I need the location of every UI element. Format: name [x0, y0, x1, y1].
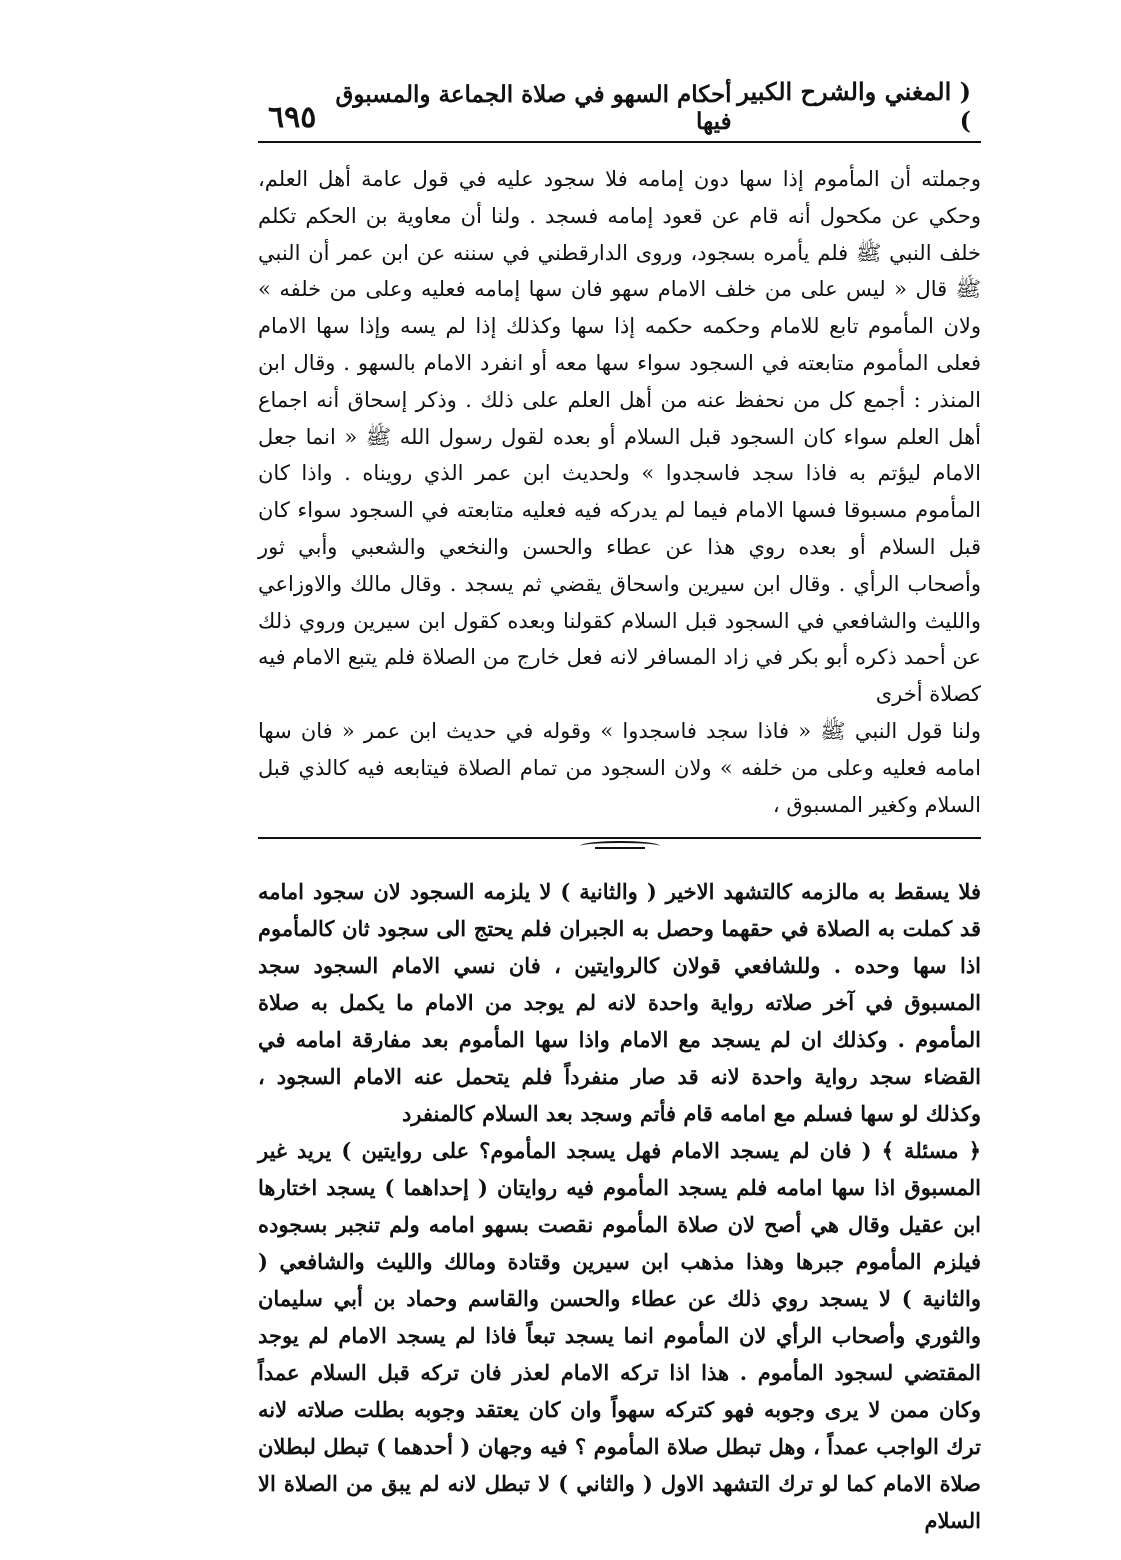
commentary-paragraph-1: فلا يسقط به مالزمه كالتشهد الاخير ( والثانية ) لا يلزمه السجود لان سجود امامه قد كملت به الصلاة في حقهما وحصل به الجبران فلم يحتج الى سجود ثان كالمأموم اذا سها وحده . وللشافعي قولان كالروايتين ، فان نسي الامام السجود سجد المسبوق في آخر صلاته رواية واحدة لانه لم يوجد من الامام ما يكمل به صلاة المأموم . وكذلك ان لم يسجد مع الامام واذا سها المأموم بعد مفارقة امامه في القضاء سجد رواية واحدة لانه قد صار منفرداً فلم يتحمل عنه الامام السجود ، وكذلك لو سها فسلم مع امامه قام فأتم وسجد بعد السلام كالمنفرد: [258, 879, 981, 1127]
commentary-paragraph-2: [258, 1132, 981, 1539]
main-paragraph-1: وجملته أن المأموم إذا سها دون إمامه فلا سجود عليه في قول عامة أهل العلم، وحكي عن مكحول أنه قام عن قعود إمامه فسجد . ولنا أن معاوية بن الحكم تكلم خلف النبي ﷺ فلم يأمره بسجود، وروى الدارقطني في سننه عن ابن عمر أن النبي ﷺ قال « ليس على من خلف الامام سهو فان سها إمامه فعليه وعلى من خلفه » ولان المأموم تابع للامام وحكمه حكمه إذا سها وكذلك إذا لم يسه وإذا سها الامام فعلى المأموم متابعته في السجود سواء سها معه أو انفرد الامام بالسهو . وقال ابن المنذر : أجمع كل من نحفظ عنه من أهل العلم على ذلك . وذكر إسحاق أنه اجماع أهل العلم سواء كان السجود قبل السلام أو بعده لقول رسول الله ﷺ « انما جعل الامام ليؤتم به فاذا سجد فاسجدوا » ولحديث ابن عمر الذي رويناه . واذا كان المأموم مسبوقا فسها الامام فيما لم يدركه فيه فعليه متابعته في السجود سواء كان قبل السلام أو بعده روي هذا عن عطاء والحسن والنخعي والشعبي وأبي ثور وأصحاب الرأي . وقال ابن سيرين واسحاق يقضي ثم يسجد . وقال مالك والاوزاعي والليث والشافعي في السجود قبل السلام كقولنا وبعده كقول ابن سيرين وروي ذلك عن أحمد ذكره أبو بكر في زاد المسافر لانه فعل خارج من الصلاة فلم يتبع الامام فيه كصلاة أخرى: [258, 167, 981, 707]
commentary-paragraph-2-text: ( فان لم يسجد الامام فهل يسجد المأموم؟ على روايتين ) يريد غير المسبوق اذا سها امامه فلم يسجد المأموم فيه روايتان ( إحداهما ) يسجد اختارها ابن عقيل وقال هي أصح لان صلاة المأموم نقصت بسهو امامه ولم تنجبر بسجوده فيلزم المأموم جبرها وهذا مذهب ابن سيرين وقتادة ومالك والليث والشافعي ( والثانية ) لا يسجد روي ذلك عن عطاء والحسن والقاسم وحماد بن أبي سليمان والثوري وأصحاب الرأي لان المأموم انما يسجد تبعاً فاذا لم يسجد الامام لم يوجد المقتضي لسجود المأموم . هذا اذا تركه الامام لعذر فان تركه قبل السلام عمداً وكان ممن لا يرى وجوبه فهو كتركه سهواً وان كان يعتقد وجوبه بطلت صلاته لانه ترك الواجب عمداً ، وهل تبطل صلاة المأموم ؟ فيه وجهان ( أحدهما ) تبطل لبطلان صلاة الامام كما لو ترك التشهد الاول ( والثاني ) لا تبطل لانه لم يبق من الصلاة الا السلام: [258, 1138, 981, 1534]
divider-flourish-lower: [595, 847, 645, 849]
page-header: [258, 77, 981, 143]
masala-label: ﴿ مسئلة ﴾: [881, 1138, 981, 1164]
main-paragraph-2: ولنا قول النبي ﷺ « فاذا سجد فاسجدوا » وقوله في حديث ابن عمر « فان سها امامه فعليه وعلى من خلفه » ولان السجود من تمام الصلاة فيتابعه فيه كالذي قبل السلام وكغير المسبوق ،: [258, 718, 981, 817]
divider-rule: [258, 837, 981, 839]
section-divider: [258, 831, 981, 859]
chapter-title: أحكام السهو في صلاة الجماعة والمسبوق فيها: [335, 81, 732, 135]
divider-flourish: [580, 841, 660, 851]
page-number: ٦٩٥: [268, 100, 317, 135]
commentary-text: [258, 873, 981, 1539]
running-title: ( المغني والشرح الكبير ): [737, 77, 971, 135]
main-text: [258, 161, 981, 823]
